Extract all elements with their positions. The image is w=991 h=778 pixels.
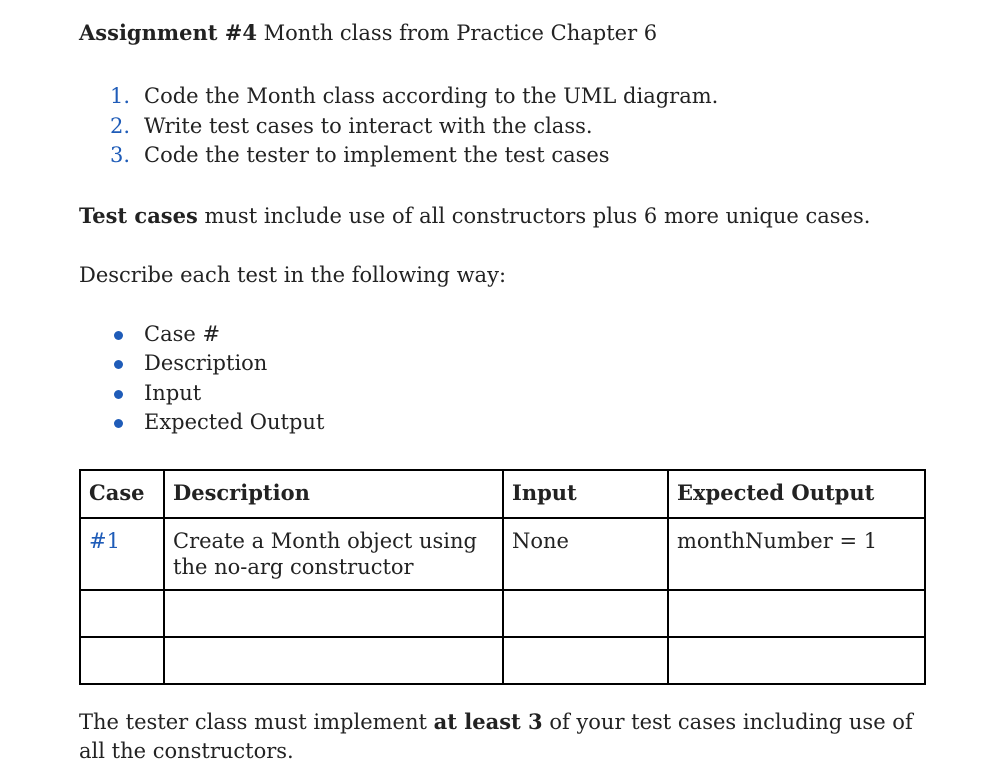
field-item <box>79 320 929 350</box>
step-number: 3. <box>110 143 131 167</box>
table-row <box>80 518 925 590</box>
input-cell: None <box>503 518 668 590</box>
test-field-list <box>79 320 929 438</box>
case-id-cell <box>80 590 164 637</box>
bullet-icon <box>114 390 123 399</box>
step-item <box>79 141 929 171</box>
footer-text-end: of your test cases including use of all the constructors. <box>79 710 913 763</box>
bullet-icon <box>114 360 123 369</box>
header-description: Description <box>164 470 503 518</box>
instruction-steps <box>79 82 929 171</box>
input-cell <box>503 637 668 684</box>
header-expected-output: Expected Output <box>668 470 925 518</box>
header-input: Input <box>503 470 668 518</box>
case-id-cell <box>80 637 164 684</box>
description-cell <box>164 590 503 637</box>
input-cell <box>503 590 668 637</box>
step-text: Code the Month class according to the UML diagram. <box>144 84 719 108</box>
step-number: 2. <box>110 113 131 138</box>
case-id-cell: #1 <box>80 518 164 590</box>
description-cell <box>164 637 503 684</box>
step-number: 1. <box>110 84 131 108</box>
requirement-term: Test cases <box>79 202 198 228</box>
table-header-row <box>80 470 925 518</box>
bullet-icon <box>114 419 123 428</box>
expected-output-cell <box>668 637 925 684</box>
expected-output-cell: monthNumber = 1 <box>668 518 925 590</box>
assignment-number: Assignment #4 <box>79 20 257 45</box>
step-item <box>79 82 929 112</box>
test-case-requirement <box>79 201 929 231</box>
field-item <box>79 349 929 379</box>
assignment-document <box>79 18 929 763</box>
header-case: Case <box>80 470 164 518</box>
field-item <box>79 408 929 438</box>
assignment-title <box>79 18 929 48</box>
tester-requirement <box>79 707 929 766</box>
step-text: Code the tester to implement the test cases <box>144 143 610 167</box>
step-text: Write test cases to interact with the class. <box>144 113 593 138</box>
step-item <box>79 112 929 142</box>
requirement-text: must include use of all constructors plus 6 more unique cases. <box>197 203 871 228</box>
assignment-subject: Month class from Practice Chapter 6 <box>256 21 658 45</box>
table-row <box>80 590 925 637</box>
field-label: Input <box>144 380 202 405</box>
field-item <box>79 379 929 409</box>
field-label: Case # <box>144 321 221 346</box>
expected-output-cell <box>668 590 925 637</box>
description-cell: Create a Month object using the no-arg constructor <box>164 518 503 590</box>
footer-text-start: The tester class must implement <box>79 710 434 734</box>
field-label: Description <box>144 351 268 376</box>
table-row <box>80 637 925 684</box>
describe-intro: Describe each test in the following way: <box>79 262 507 287</box>
bullet-icon <box>114 331 123 340</box>
footer-emphasis: at least 3 <box>433 709 543 734</box>
field-label: Expected Output <box>144 410 325 435</box>
test-case-table <box>79 469 926 685</box>
